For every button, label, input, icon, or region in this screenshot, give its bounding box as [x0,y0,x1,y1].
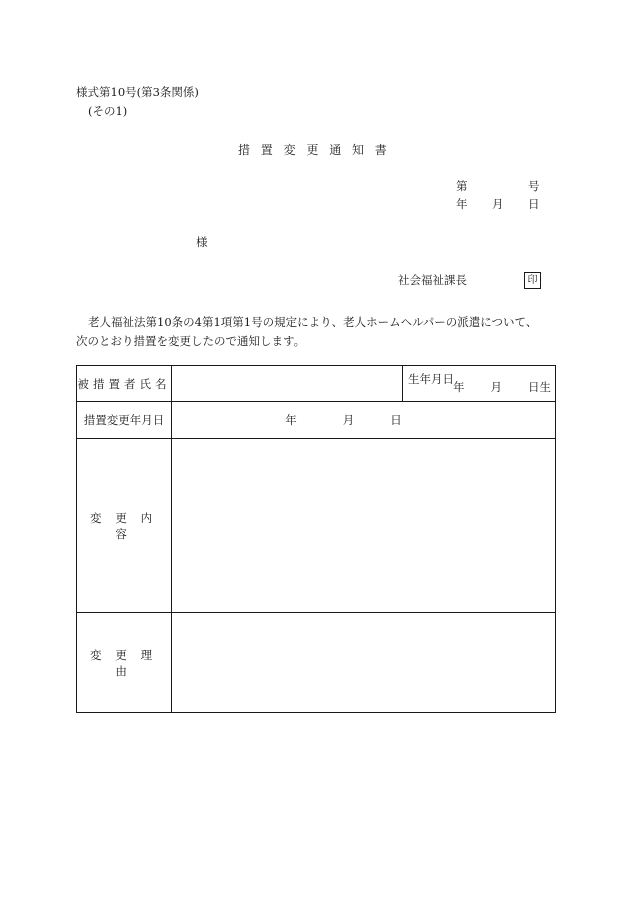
doc-number-suffix: 号 [528,179,540,193]
recipient-name-field[interactable] [172,366,403,402]
notice-body-line2: 次のとおり措置を変更したので通知します。 [76,334,306,348]
dob-month-unit: 月 [490,380,502,394]
dob-day-unit: 日生 [528,380,551,394]
date-of-birth-cell[interactable] [403,366,556,402]
change-content-label: 変更内容 [77,439,172,613]
recipient-name-label: 被措置者氏名 [77,366,172,402]
date-of-birth-label: 生年月日 [408,372,454,386]
seal-mark: 印 [524,272,541,289]
change-date-field[interactable] [172,402,556,439]
document-title: 措置変更通知書 [238,143,398,157]
dob-year-unit: 年 [453,380,465,394]
change-date-label: 措置変更年月日 [77,402,172,439]
addressee-honorific: 様 [196,235,208,249]
notice-body-line1: 老人福祉法第10条の4第1項第1号の規定により、老人ホームヘルパーの派遣について、 [88,315,538,329]
notice-body [76,313,556,351]
issue-date-year: 年 [456,197,468,211]
issue-date-day: 日 [528,197,540,211]
form-number: 様式第10号(第3条関係) [76,85,199,99]
doc-number-prefix: 第 [456,179,468,193]
issuer-title: 社会福祉課長 [398,273,467,287]
change-date-day-unit: 日 [390,413,402,427]
change-date-month-unit: 月 [342,413,355,427]
change-reason-field[interactable] [172,613,556,713]
form-sub-number: (その1) [88,104,128,118]
issue-date-month: 月 [492,197,504,211]
notice-form-table [76,365,556,713]
change-content-field[interactable] [172,439,556,613]
date-of-birth-units [453,379,551,395]
change-date-year-unit: 年 [285,413,297,427]
change-reason-label: 変更理由 [77,613,172,713]
